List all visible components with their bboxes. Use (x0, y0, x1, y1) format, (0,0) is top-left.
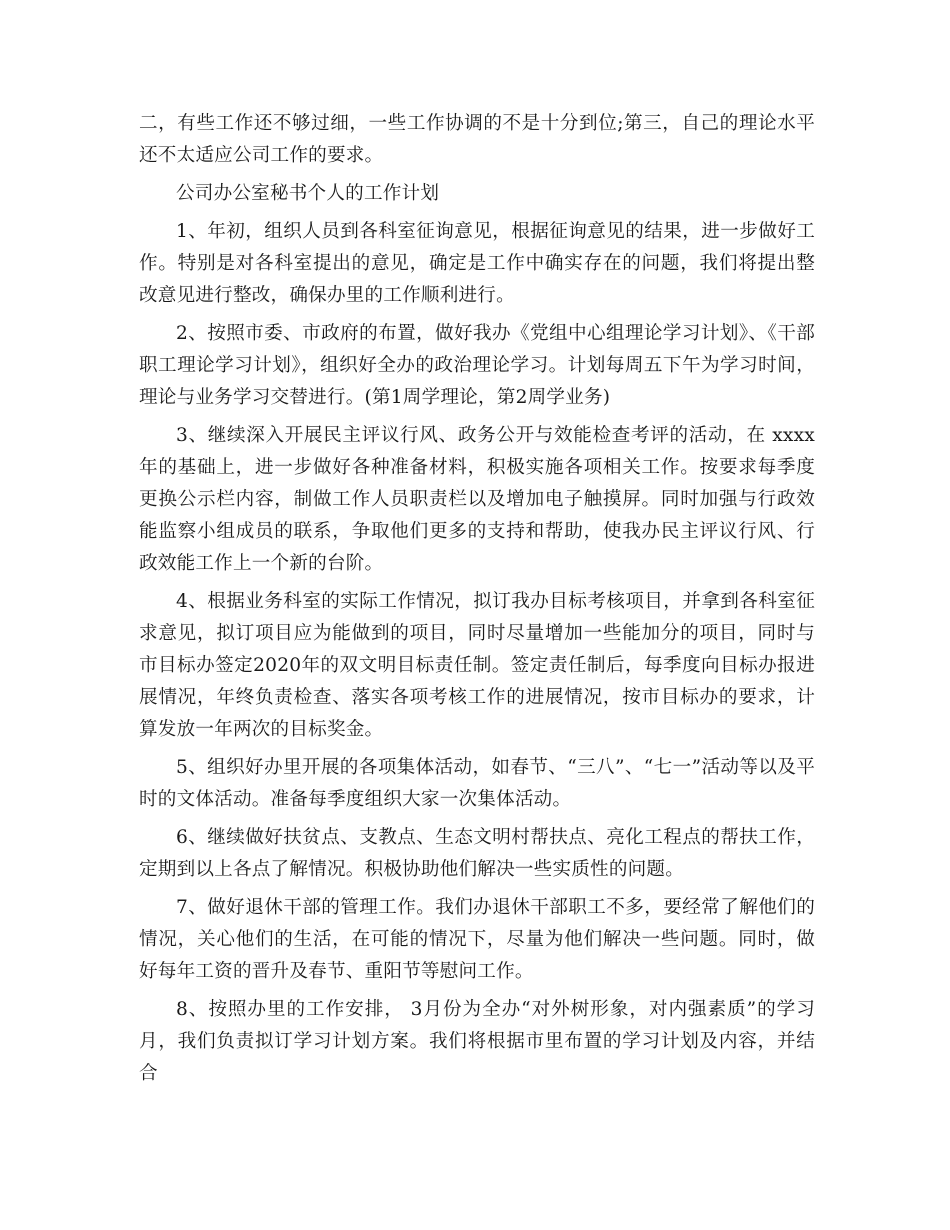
paragraph-item-8: 8、按照办里的工作安排， 3月份为全办“对外树形象，对内强素质”的学习月，我们负责拟订学习计划方案。我们将根据市里布置的学习计划及内容，并结合 (139, 999, 815, 1084)
section-heading: 公司办公室秘书个人的工作计划 (176, 183, 440, 204)
paragraph-item-3: 3、继续深入开展民主评议行风、政务公开与效能检查考评的活动，在 xxxx 年的基础上，进一步做好各种准备材料，积极实施各项相关工作。按要求每季度更换公示栏内容，制做工作人员职责栏以及增加电子触摸屏。同时加强与行政效能监察小组成员的联系，争取他们更多的支持和帮助，使我办民主评议行风、行政效能工作上一个新的台阶。 (139, 425, 815, 574)
paragraph-item-6: 6、继续做好扶贫点、支教点、生态文明村帮扶点、亮化工程点的帮扶工作，定期到以上各点了解情况。积极协助他们解决一些实质性的问题。 (139, 827, 815, 880)
paragraph-continuation: 二，有些工作还不够过细，一些工作协调的不是十分到位;第三，自己的理论水平还不太适应公司工作的要求。 (139, 113, 815, 166)
paragraph-item-1: 1、年初，组织人员到各科室征询意见，根据征询意见的结果，进一步做好工作。特别是对各科室提出的意见，确定是工作中确实存在的问题，我们将提出整改意见进行整改，确保办里的工作顺利进行。 (139, 221, 815, 306)
paragraph-item-2: 2、按照市委、市政府的布置，做好我办《党组中心组理论学习计划》、《干部职工理论学习计划》，组织好全办的政治理论学习。计划每周五下午为学习时间，理论与业务学习交替进行。(第1周学理论，第2周学业务) (139, 323, 815, 408)
paragraph-item-7: 7、做好退休干部的管理工作。我们办退休干部职工不多，要经常了解他们的情况，关心他们的生活，在可能的情况下，尽量为他们解决一些问题。同时，做好每年工资的晋升及春节、重阳节等慰问工作。 (139, 897, 815, 982)
paragraph-item-4: 4、根据业务科室的实际工作情况，拟订我办目标考核项目，并拿到各科室征求意见，拟订项目应为能做到的项目，同时尽量增加一些能加分的项目，同时与市目标办签定2020年的双文明目标责任制。签定责任制后，每季度向目标办报进展情况，年终负责检查、落实各项考核工作的进展情况，按市目标办的要求，计算发放一年两次的目标奖金。 (139, 591, 815, 740)
document-body (139, 108, 815, 1096)
paragraph-item-5: 5、组织好办里开展的各项集体活动，如春节、“三八”、“七一”活动等以及平时的文体活动。准备每季度组织大家一次集体活动。 (139, 757, 815, 810)
